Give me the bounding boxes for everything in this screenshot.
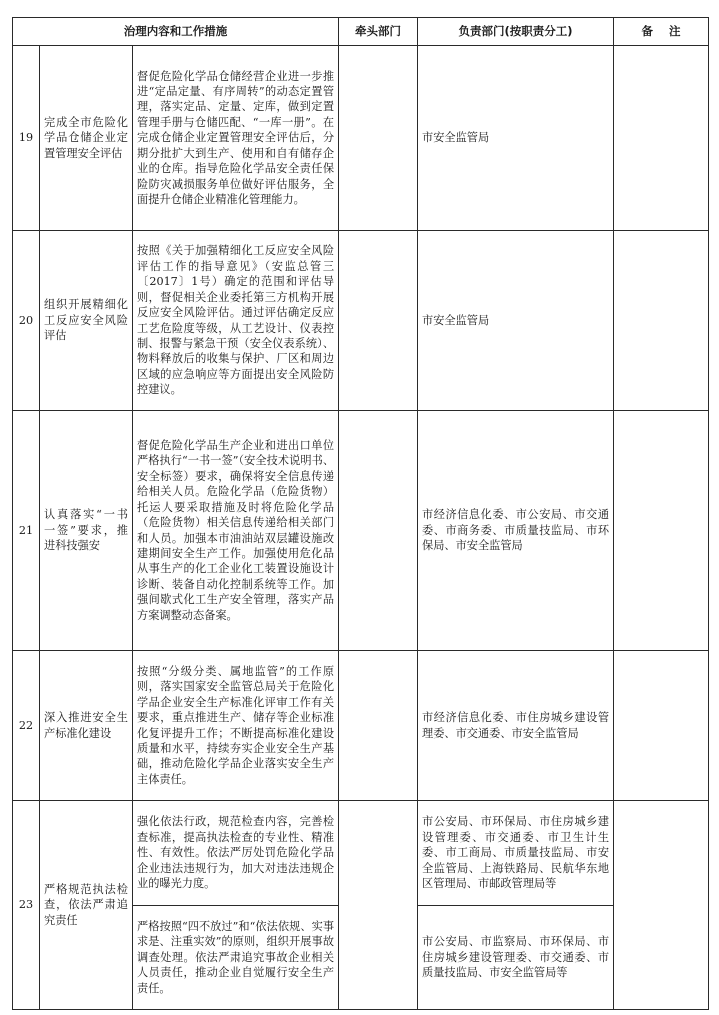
lead-dept-cell <box>339 651 418 801</box>
responsible-dept: 市经济信息化委、市公安局、市交通委、市商务委、市质量技监局、市环保局、市安全监管局 <box>418 411 614 651</box>
work-measures: 按照《关于加强精细化工反应安全风险评估工作的指导意见》（安监总管三〔2017〕1号）确定的范围和评估导则，督促相关企业委托第三方机构开展反应安全风险评估。通过评估确定反应工艺危险度等级，从工艺设计、仪表控制、报警与紧急干预（安全仪表系统）、物料释放后的收集与保护、厂区和周边区域的应急响应等方面提出安全风险防控建议。 <box>133 231 339 411</box>
governance-item: 完成全市危险化学品仓储企业定置管理安全评估 <box>40 46 133 231</box>
work-measures: 强化依法行政，规范检查内容，完善检查标准，提高执法检查的专业性、精准性、有效性。依法严厉处罚危险化学品企业违法违规行为，加大对违法违规企业的曝光力度。 <box>133 801 339 906</box>
row-number: 22 <box>13 651 40 801</box>
row-number: 23 <box>13 801 40 1010</box>
governance-measures-table <box>12 17 709 1010</box>
notes-cell <box>614 651 709 801</box>
governance-item: 严格规范执法检查，依法严肃追究责任 <box>40 801 133 1010</box>
lead-dept-cell <box>339 46 418 231</box>
responsible-dept: 市公安局、市环保局、市住房城乡建设管理委、市交通委、市卫生计生委、市工商局、市质量技监局、市安全监管局、上海铁路局、民航华东地区管理局、市邮政管理局等 <box>418 801 614 906</box>
table-row <box>13 231 709 411</box>
header-lead-dept: 牵头部门 <box>339 18 418 46</box>
lead-dept-cell <box>339 801 418 1010</box>
responsible-dept: 市经济信息化委、市住房城乡建设管理委、市交通委、市安全监管局 <box>418 651 614 801</box>
row-number: 21 <box>13 411 40 651</box>
table-row <box>13 801 709 906</box>
lead-dept-cell <box>339 231 418 411</box>
work-measures: 严格按照“四不放过”和“依法依规、实事求是、注重实效”的原则，组织开展事故调查处理。依法严肃追究事故企业相关人员责任，推动企业自觉履行安全生产责任。 <box>133 906 339 1010</box>
responsible-dept: 市安全监管局 <box>418 231 614 411</box>
governance-item: 深入推进安全生产标准化建设 <box>40 651 133 801</box>
table-row <box>13 411 709 651</box>
notes-cell <box>614 231 709 411</box>
header-responsible-dept: 负责部门(按职责分工) <box>418 18 614 46</box>
notes-cell <box>614 46 709 231</box>
table-header-row <box>13 18 709 46</box>
notes-cell <box>614 411 709 651</box>
notes-cell <box>614 801 709 1010</box>
work-measures: 按照“分级分类、属地监管”的工作原则，落实国家安全监管总局关于危险化学品企业安全生产标准化评审工作有关要求，重点推进生产、储存等企业标准化复评提升工作；不断提高标准化建设质量和水平，持续夯实企业安全生产基础，推动危险化学品企业落实安全生产主体责任。 <box>133 651 339 801</box>
table-row <box>13 651 709 801</box>
header-measures: 治理内容和工作措施 <box>13 18 339 46</box>
row-number: 20 <box>13 231 40 411</box>
governance-item: 组织开展精细化工反应安全风险评估 <box>40 231 133 411</box>
governance-item: 认真落实“一书一签”要求，推进科技强安 <box>40 411 133 651</box>
responsible-dept: 市安全监管局 <box>418 46 614 231</box>
header-notes: 备 注 <box>614 18 709 46</box>
lead-dept-cell <box>339 411 418 651</box>
work-measures: 督促危险化学品仓储经营企业进一步推进“定品定量、有序周转”的动态定置管理，落实定品、定量、定库，做到定置管理手册与仓储匹配、“一库一册”。在完成仓储企业定置管理安全评估后，分期分批扩大到生产、使用和自有储存企业的仓库。指导危险化学品安全责任保险防灾减损服务单位做好评估服务，全面提升仓储企业精准化管理能力。 <box>133 46 339 231</box>
work-measures: 督促危险化学品生产企业和进出口单位严格执行“一书一签”（安全技术说明书、安全标签）要求，确保将安全信息传递给相关人员。危险化学品（危险货物）托运人要采取措施及时将危险化学品（危险货物）相关信息传递给相关部门和人员。加强本市油油站双层罐设施改建期间安全生产工作。加强使用危化品从事生产的化工企业化工装置设施设计诊断、装备自动化控制系统等工作。加强间歇式化工生产安全管理，落实产品方案调整动态备案。 <box>133 411 339 651</box>
responsible-dept: 市公安局、市监察局、市环保局、市住房城乡建设管理委、市交通委、市质量技监局、市安全监管局等 <box>418 906 614 1010</box>
row-number: 19 <box>13 46 40 231</box>
table-row <box>13 46 709 231</box>
